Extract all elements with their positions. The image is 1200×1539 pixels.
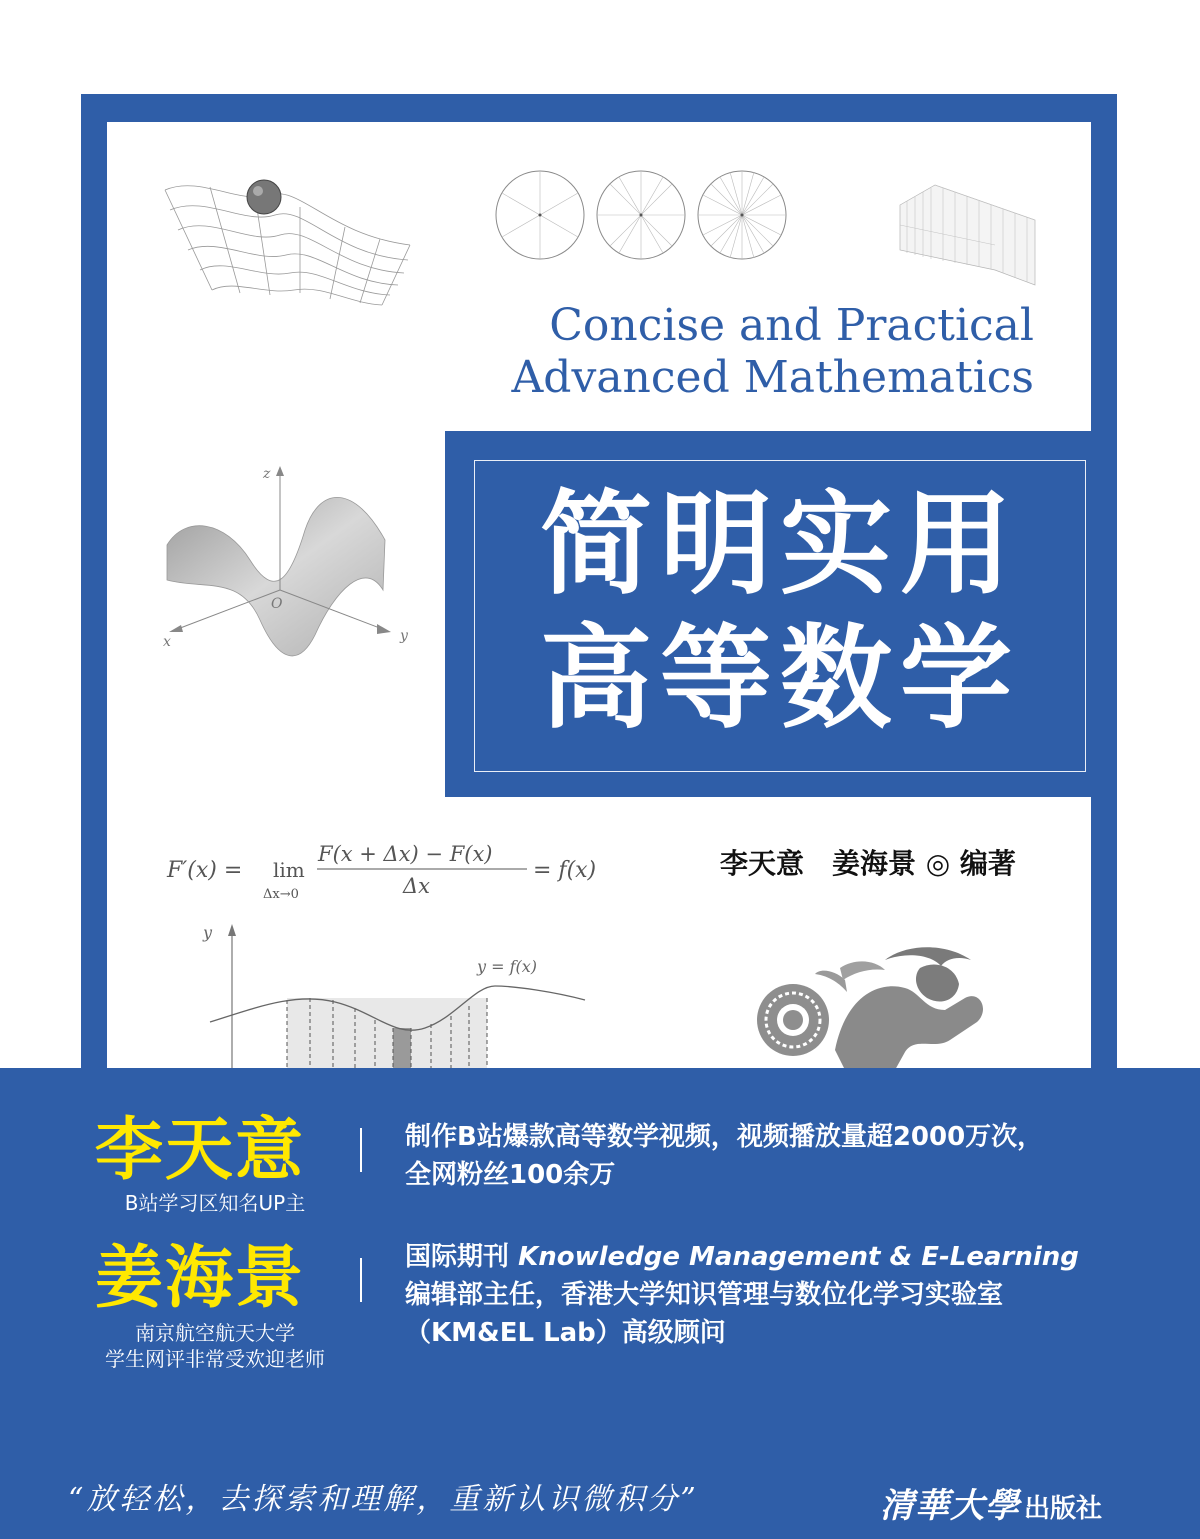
author1-desc-line-2: 全网粉丝100余万 bbox=[405, 1160, 616, 1190]
english-title-line-2: Advanced Mathematics bbox=[511, 352, 1034, 403]
author1-desc-line-1: 制作B站爆款高等数学视频，视频播放量超2000万次， bbox=[405, 1122, 1044, 1152]
surface-axis-z-label: z bbox=[263, 466, 271, 482]
chinese-title-line-1: 简明实用 bbox=[540, 480, 1020, 610]
publisher-logo bbox=[880, 1478, 1102, 1527]
surface-axis-y-label: y bbox=[400, 628, 408, 644]
author1-subtitle: B站学习区知名UP主 bbox=[124, 1191, 306, 1215]
authors-line: 李天意 姜海景 ◎ 编著 bbox=[720, 847, 1016, 880]
tagline-quote: “放轻松，去探索和理解，重新认识微积分” bbox=[68, 1482, 699, 1517]
author2-subtitle-line-1: 南京航空航天大学 bbox=[135, 1321, 295, 1345]
author1-description bbox=[405, 1118, 1043, 1194]
formula-lim-subscript: Δx→0 bbox=[263, 887, 299, 902]
formula-numerator: F(x + Δx) − F(x) bbox=[318, 842, 493, 866]
author2-desc-prefix: 国际期刊 bbox=[405, 1242, 519, 1272]
formula-rhs: = f(x) bbox=[533, 858, 597, 883]
author2-divider bbox=[360, 1258, 362, 1302]
author1-divider bbox=[360, 1128, 362, 1172]
author2-journal-name: Knowledge Management & E-Learning bbox=[518, 1242, 1079, 1272]
surface-origin-label: O bbox=[271, 596, 283, 612]
surface-axis-x-label: x bbox=[163, 634, 171, 650]
riemann-solid-illustration bbox=[895, 165, 1040, 290]
partitioned-circles-illustration bbox=[495, 170, 785, 262]
integral-axis-y-label: y bbox=[203, 923, 213, 942]
integral-graph-illustration bbox=[195, 920, 595, 1070]
author1-name: 李天意 bbox=[95, 1110, 306, 1190]
formula-lim: lim bbox=[273, 858, 305, 882]
chinese-title-line-2: 高等数学 bbox=[540, 614, 1020, 744]
author2-desc-line-2: 编辑部主任，香港大学知识管理与数位化学习实验室 bbox=[405, 1280, 1004, 1310]
english-title-line-1: Concise and Practical bbox=[549, 300, 1034, 351]
derivative-formula bbox=[165, 835, 615, 905]
publisher-logo-calligraphy: 清華大學 bbox=[880, 1486, 1020, 1526]
author2-subtitle-line-2: 学生网评非常受欢迎老师 bbox=[105, 1347, 325, 1371]
saddle-surface-illustration bbox=[155, 460, 425, 675]
author2-desc-line-1 bbox=[405, 1238, 1079, 1276]
warrior-emblem-illustration bbox=[745, 940, 1000, 1070]
author2-subtitle bbox=[60, 1320, 370, 1372]
publisher-logo-suffix: 出版社 bbox=[1024, 1494, 1103, 1524]
english-title bbox=[0, 300, 1034, 404]
integral-curve-label: y = f(x) bbox=[477, 957, 538, 976]
author2-desc-line-3: （KM&EL Lab）高级顾问 bbox=[405, 1318, 726, 1348]
author2-name: 姜海景 bbox=[95, 1238, 306, 1318]
formula-lhs: F′(x) = bbox=[167, 858, 243, 883]
mesh-surface-illustration bbox=[160, 175, 415, 315]
author2-description bbox=[405, 1238, 1079, 1352]
formula-denominator: Δx bbox=[403, 874, 431, 898]
chinese-title bbox=[474, 478, 1086, 746]
